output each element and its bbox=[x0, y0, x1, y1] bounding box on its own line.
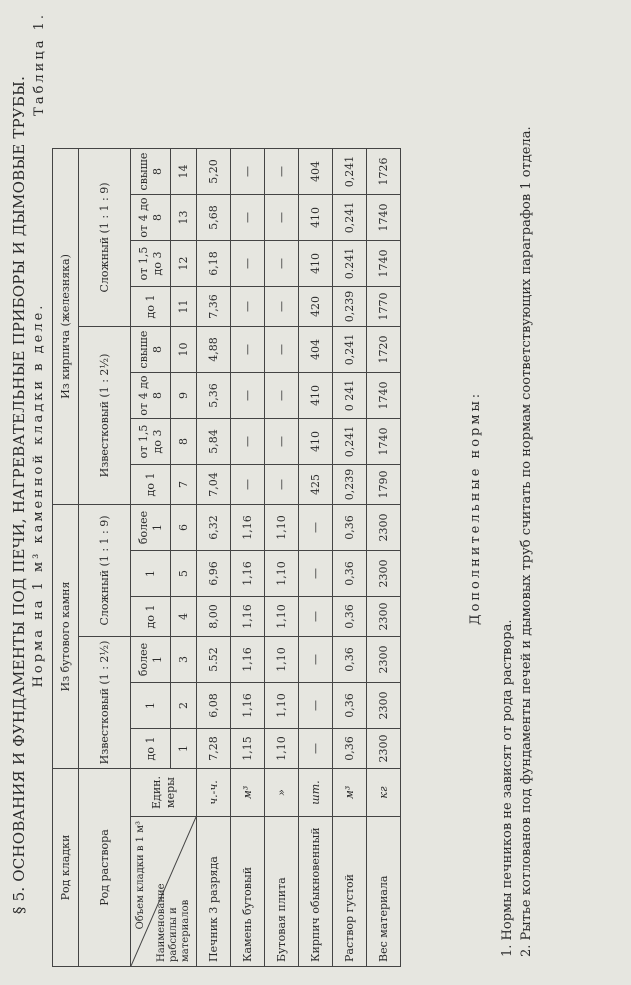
note-1: 1. Нормы печников не зависят от рода раствора. bbox=[500, 619, 515, 957]
lime-rubble-header: Известковый (1 : 2½) bbox=[79, 637, 131, 769]
value-cell: — bbox=[231, 195, 265, 241]
value-cell: 4,88 bbox=[197, 327, 231, 373]
value-cell: 2300 bbox=[367, 637, 401, 683]
row-unit: кг bbox=[367, 769, 401, 817]
value-cell: — bbox=[231, 327, 265, 373]
value-cell: 2300 bbox=[367, 597, 401, 637]
value-cell: — bbox=[299, 729, 333, 769]
value-cell: 6,08 bbox=[197, 683, 231, 729]
value-cell: 0,36 bbox=[333, 683, 367, 729]
subheader-cell: от 4 до 8 bbox=[131, 195, 171, 241]
value-cell: 5,20 bbox=[197, 149, 231, 195]
value-cell: 1,10 bbox=[265, 551, 299, 597]
names-label: Наименование рабсилы и материалов bbox=[156, 883, 191, 962]
value-cell: 1770 bbox=[367, 287, 401, 327]
complex-rubble-header: Сложный (1 : 1 : 9) bbox=[79, 505, 131, 637]
value-cell: 2300 bbox=[367, 551, 401, 597]
mortar-header: Род раствора bbox=[79, 769, 131, 967]
table-row bbox=[367, 149, 401, 967]
value-cell: 1,10 bbox=[265, 683, 299, 729]
value-cell: 425 bbox=[299, 465, 333, 505]
table-row bbox=[265, 149, 299, 967]
value-cell: — bbox=[265, 419, 299, 465]
column-number-cell: 11 bbox=[171, 287, 197, 327]
table-row bbox=[299, 149, 333, 967]
value-cell: — bbox=[231, 287, 265, 327]
row-name: Печник 3 разряда bbox=[197, 817, 231, 967]
value-cell: — bbox=[231, 241, 265, 287]
column-number-cell: 7 bbox=[171, 465, 197, 505]
value-cell: 5,36 bbox=[197, 373, 231, 419]
column-number-cell: 3 bbox=[171, 637, 197, 683]
subheader-cell: до 1 bbox=[131, 729, 171, 769]
value-cell: 2300 bbox=[367, 729, 401, 769]
value-cell: 404 bbox=[299, 327, 333, 373]
lime-brick-header: Известковый (1 : 2½) bbox=[79, 327, 131, 505]
unit-header: Един. меры bbox=[131, 769, 197, 817]
column-number-cell: 8 bbox=[171, 419, 197, 465]
value-cell: 410 bbox=[299, 241, 333, 287]
value-cell: 8,00 bbox=[197, 597, 231, 637]
table-row bbox=[231, 149, 265, 967]
value-cell: 0,241 bbox=[333, 195, 367, 241]
note-2: 2. Рытье котлованов под фундаменты печей и дымовых труб считать по нормам соответствующих параграфов 1 отдела. bbox=[519, 126, 534, 957]
subheader-cell: свыше 8 bbox=[131, 149, 171, 195]
table-row bbox=[197, 149, 231, 967]
row-name: Вес материала bbox=[367, 817, 401, 967]
value-cell: 0,36 bbox=[333, 505, 367, 551]
column-number-cell: 2 bbox=[171, 683, 197, 729]
column-number-cell: 9 bbox=[171, 373, 197, 419]
value-cell: 1,16 bbox=[231, 637, 265, 683]
value-cell: — bbox=[231, 373, 265, 419]
value-cell: 1740 bbox=[367, 419, 401, 465]
value-cell: 0,36 bbox=[333, 729, 367, 769]
subheader-cell: до 1 bbox=[131, 597, 171, 637]
value-cell: 7,28 bbox=[197, 729, 231, 769]
value-cell: 7,36 bbox=[197, 287, 231, 327]
subheader-cell: от 1,5 до 3 bbox=[131, 241, 171, 287]
value-cell: 1,10 bbox=[265, 637, 299, 683]
notes-heading: Дополнительные нормы: bbox=[468, 390, 483, 625]
column-number-cell: 4 bbox=[171, 597, 197, 637]
table-row bbox=[333, 149, 367, 967]
value-cell: 404 bbox=[299, 149, 333, 195]
row-unit: шт. bbox=[299, 769, 333, 817]
value-cell: 0.241 bbox=[333, 241, 367, 287]
subheader-cell: более 1 bbox=[131, 505, 171, 551]
row-unit: » bbox=[265, 769, 299, 817]
value-cell: 0,36 bbox=[333, 597, 367, 637]
notes bbox=[500, 126, 538, 957]
row-name: Кирпич обыкновенный bbox=[299, 817, 333, 967]
column-number-cell: 12 bbox=[171, 241, 197, 287]
value-cell: — bbox=[265, 327, 299, 373]
value-cell: 1,10 bbox=[265, 505, 299, 551]
value-cell: 5,84 bbox=[197, 419, 231, 465]
value-cell: — bbox=[299, 505, 333, 551]
value-cell: 410 bbox=[299, 373, 333, 419]
row-unit: ч.-ч. bbox=[197, 769, 231, 817]
value-cell: 6,96 bbox=[197, 551, 231, 597]
value-cell: 0,239 bbox=[333, 287, 367, 327]
value-cell: 1740 bbox=[367, 373, 401, 419]
row-unit: м³ bbox=[231, 769, 265, 817]
section-title: § 5. ОСНОВАНИЯ И ФУНДАМЕНТЫ ПОД ПЕЧИ, НАГРЕВАТЕЛЬНЫЕ ПРИБОРЫ И ДЫМОВЫЕ ТРУБЫ. bbox=[10, 75, 28, 915]
value-cell: — bbox=[265, 465, 299, 505]
value-cell: 1,16 bbox=[231, 683, 265, 729]
value-cell: — bbox=[231, 465, 265, 505]
value-cell: — bbox=[265, 373, 299, 419]
value-cell: 410 bbox=[299, 419, 333, 465]
row-unit: м³ bbox=[333, 769, 367, 817]
value-cell: — bbox=[299, 551, 333, 597]
row-name: Раствор густой bbox=[333, 817, 367, 967]
column-number-cell: 1 bbox=[171, 729, 197, 769]
table-subtitle: Норма на 1 м³ каменной кладки в деле. bbox=[31, 302, 46, 688]
value-cell: 410 bbox=[299, 195, 333, 241]
value-cell: 0,36 bbox=[333, 637, 367, 683]
value-cell: — bbox=[265, 149, 299, 195]
table-number: Таблица 1. bbox=[32, 12, 47, 116]
value-cell: 1,16 bbox=[231, 597, 265, 637]
value-cell: 0 241 bbox=[333, 373, 367, 419]
value-cell: 420 bbox=[299, 287, 333, 327]
value-cell: 6,18 bbox=[197, 241, 231, 287]
value-cell: 1,10 bbox=[265, 729, 299, 769]
value-cell: 2300 bbox=[367, 505, 401, 551]
value-cell: 0,241 bbox=[333, 327, 367, 373]
value-cell: — bbox=[231, 149, 265, 195]
value-cell: 0,36 bbox=[333, 551, 367, 597]
value-cell: — bbox=[231, 419, 265, 465]
subheader-cell: от 1,5 до 3 bbox=[131, 419, 171, 465]
subheader-cell: до 1 bbox=[131, 465, 171, 505]
value-cell: 1,15 bbox=[231, 729, 265, 769]
column-number-cell: 10 bbox=[171, 327, 197, 373]
row-name: Камень бутовый bbox=[231, 817, 265, 967]
value-cell: 5.52 bbox=[197, 637, 231, 683]
rubble-header: Из бутового камня bbox=[53, 505, 79, 769]
value-cell: 1740 bbox=[367, 241, 401, 287]
subheader-cell: 1 bbox=[131, 551, 171, 597]
value-cell: — bbox=[299, 637, 333, 683]
brick-header: Из кирпича (железняка) bbox=[53, 149, 79, 505]
value-cell: 7,04 bbox=[197, 465, 231, 505]
subheader-cell: от 4 до 8 bbox=[131, 373, 171, 419]
subheader-cell: 1 bbox=[131, 683, 171, 729]
value-cell: — bbox=[265, 287, 299, 327]
row-name: Бутовая плита bbox=[265, 817, 299, 967]
complex-brick-header: Сложный (1 : 1 : 9) bbox=[79, 149, 131, 327]
column-number-cell: 13 bbox=[171, 195, 197, 241]
subheader-cell: до 1 bbox=[131, 287, 171, 327]
volume-label: Объем кладки в 1 м³ bbox=[135, 821, 146, 930]
value-cell: — bbox=[265, 195, 299, 241]
value-cell: 0,241 bbox=[333, 419, 367, 465]
kind-header: Род кладки bbox=[53, 769, 79, 967]
value-cell: — bbox=[299, 683, 333, 729]
value-cell: 6,32 bbox=[197, 505, 231, 551]
value-cell: 0,239 bbox=[333, 465, 367, 505]
subheader-cell: более 1 bbox=[131, 637, 171, 683]
diagonal-header-cell bbox=[131, 817, 197, 967]
value-cell: 1,10 bbox=[265, 597, 299, 637]
value-cell: 1790 bbox=[367, 465, 401, 505]
column-number-cell: 14 bbox=[171, 149, 197, 195]
value-cell: 1,16 bbox=[231, 505, 265, 551]
value-cell: 0,241 bbox=[333, 149, 367, 195]
value-cell: 1720 bbox=[367, 327, 401, 373]
column-number-cell: 5 bbox=[171, 551, 197, 597]
value-cell: — bbox=[299, 597, 333, 637]
subheader-cell: свыше 8 bbox=[131, 327, 171, 373]
value-cell: 5,68 bbox=[197, 195, 231, 241]
value-cell: 1726 bbox=[367, 149, 401, 195]
column-number-cell: 6 bbox=[171, 505, 197, 551]
norms-table bbox=[52, 148, 401, 967]
value-cell: — bbox=[265, 241, 299, 287]
value-cell: 1,16 bbox=[231, 551, 265, 597]
value-cell: 1740 bbox=[367, 195, 401, 241]
value-cell: 2300 bbox=[367, 683, 401, 729]
